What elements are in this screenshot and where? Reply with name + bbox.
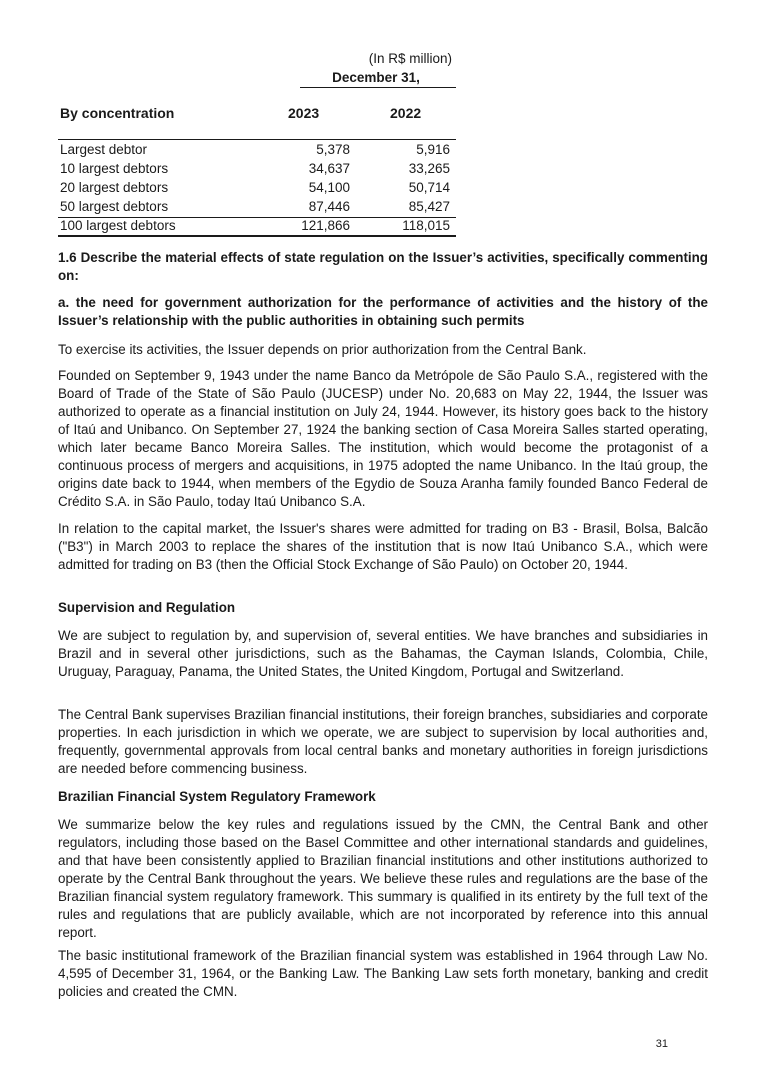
- paragraph: We summarize below the key rules and regulations issued by the CMN, the Central Bank and other regulators, including those based on the Basel Committee and other international standards and guidelines, and that have been consistently applied to Brazilian financial institutions and other institutions authorized to operate by the Central Bank throughout the years. We believe these rules and regulations are the base of the Brazilian financial system regulatory framework. This summary is qualified in its entirety by the full text of the rules and regulations that are publicly available, which are not incorporated by reference into this annual report.: [58, 817, 708, 940]
- table-bottom-rule: [58, 235, 456, 237]
- header-underline: [58, 139, 456, 140]
- paragraph: In relation to the capital market, the Issuer's shares were admitted for trading on B3 - Brasil, Bolsa, Balcão ("B3") in March 2003 to replace the shares of the institution that is now Itaú Unibanco S.A., which were admitted for trading on B3 (then the Official Stock Exchange of São Paulo) on October 20, 1944.: [58, 521, 708, 572]
- value-2022: 5,916: [416, 142, 450, 157]
- paragraph: Founded on September 9, 1943 under the name Banco da Metrópole de São Paulo S.A., registered with the Board of Trade of the State of São Paulo (JUCESP) under No. 20,683 on May 22, 1944, the Issuer was authorized to operate as a financial institution on July 24, 1944. However, its history goes back to the history of Itaú and Unibanco. On September 27, 1924 the banking section of Casa Moreira Salles started operating, which later became Banco Moreira Salles. The institution, which would become the protagonist of a continuous process of mergers and acquisitions, in 1975 adopted the name Unibanco. In the Itaú group, the origins date back to 1944, when members of the Egydio de Souza Aranha family founded Banco Federal de Crédito S.A. in São Paulo, today Itaú Unibanco S.A.: [58, 368, 708, 509]
- value-2022: 33,265: [408, 161, 450, 176]
- subsection-heading-supervision: Supervision and Regulation: [58, 600, 236, 615]
- table-row: [58, 199, 456, 218]
- row-label: Largest debtor: [60, 142, 148, 157]
- row-label: 20 largest debtors: [60, 180, 169, 195]
- row-label: 50 largest debtors: [60, 199, 169, 214]
- row-label: 100 largest debtors: [60, 218, 176, 233]
- table-unit-note: (In R$ million): [368, 51, 452, 66]
- table-row: [58, 180, 456, 199]
- column-header-2023: 2023: [288, 105, 320, 121]
- value-2023: 34,637: [308, 161, 350, 176]
- paragraph: The Central Bank supervises Brazilian financial institutions, their foreign branches, subsidiaries and corporate properties. In each jurisdiction in which we operate, we are subject to supervision by local authorities and, frequently, governmental approvals from local central banks and monetary authorities in foreign jurisdictions are needed before commencing business.: [58, 707, 708, 776]
- value-2023: 87,446: [308, 199, 350, 214]
- value-2022: 50,714: [408, 180, 450, 195]
- paragraph: We are subject to regulation by, and supervision of, several entities. We have branches and subsidiaries in Brazil and in several other jurisdictions, such as the Bahamas, the Cayman Islands, Colombia, Chile, Uruguay, Paraguay, Panama, the United States, the United Kingdom, Portugal and Switzerland.: [58, 628, 708, 679]
- section-heading: 1.6 Describe the material effects of state regulation on the Issuer’s activities, specifically commenting on:: [58, 250, 708, 283]
- section-subheading: a. the need for government authorization for the performance of activities and the history of the Issuer’s relationship with the public authorities in obtaining such permits: [58, 295, 708, 328]
- row-label: 10 largest debtors: [60, 161, 169, 176]
- period-underline: [300, 87, 456, 88]
- table-period-header: December 31,: [332, 70, 420, 85]
- page-number: 31: [655, 1038, 668, 1050]
- paragraph: To exercise its activities, the Issuer depends on prior authorization from the Central Bank.: [58, 342, 587, 357]
- value-2022: 118,015: [402, 218, 450, 233]
- column-header-concentration: By concentration: [60, 105, 175, 121]
- subsection-heading-framework: Brazilian Financial System Regulatory Framework: [58, 789, 376, 804]
- value-2023: 121,866: [301, 218, 350, 233]
- value-2023: 54,100: [308, 180, 350, 195]
- value-2022: 85,427: [408, 199, 450, 214]
- value-2023: 5,378: [316, 142, 350, 157]
- table-row: [58, 142, 456, 161]
- table-row: [58, 161, 456, 180]
- paragraph: The basic institutional framework of the Brazilian financial system was established in 1964 through Law No. 4,595 of December 31, 1964, or the Banking Law. The Banking Law sets forth monetary, banking and credit policies and created the CMN.: [58, 948, 708, 999]
- column-header-2022: 2022: [390, 105, 422, 121]
